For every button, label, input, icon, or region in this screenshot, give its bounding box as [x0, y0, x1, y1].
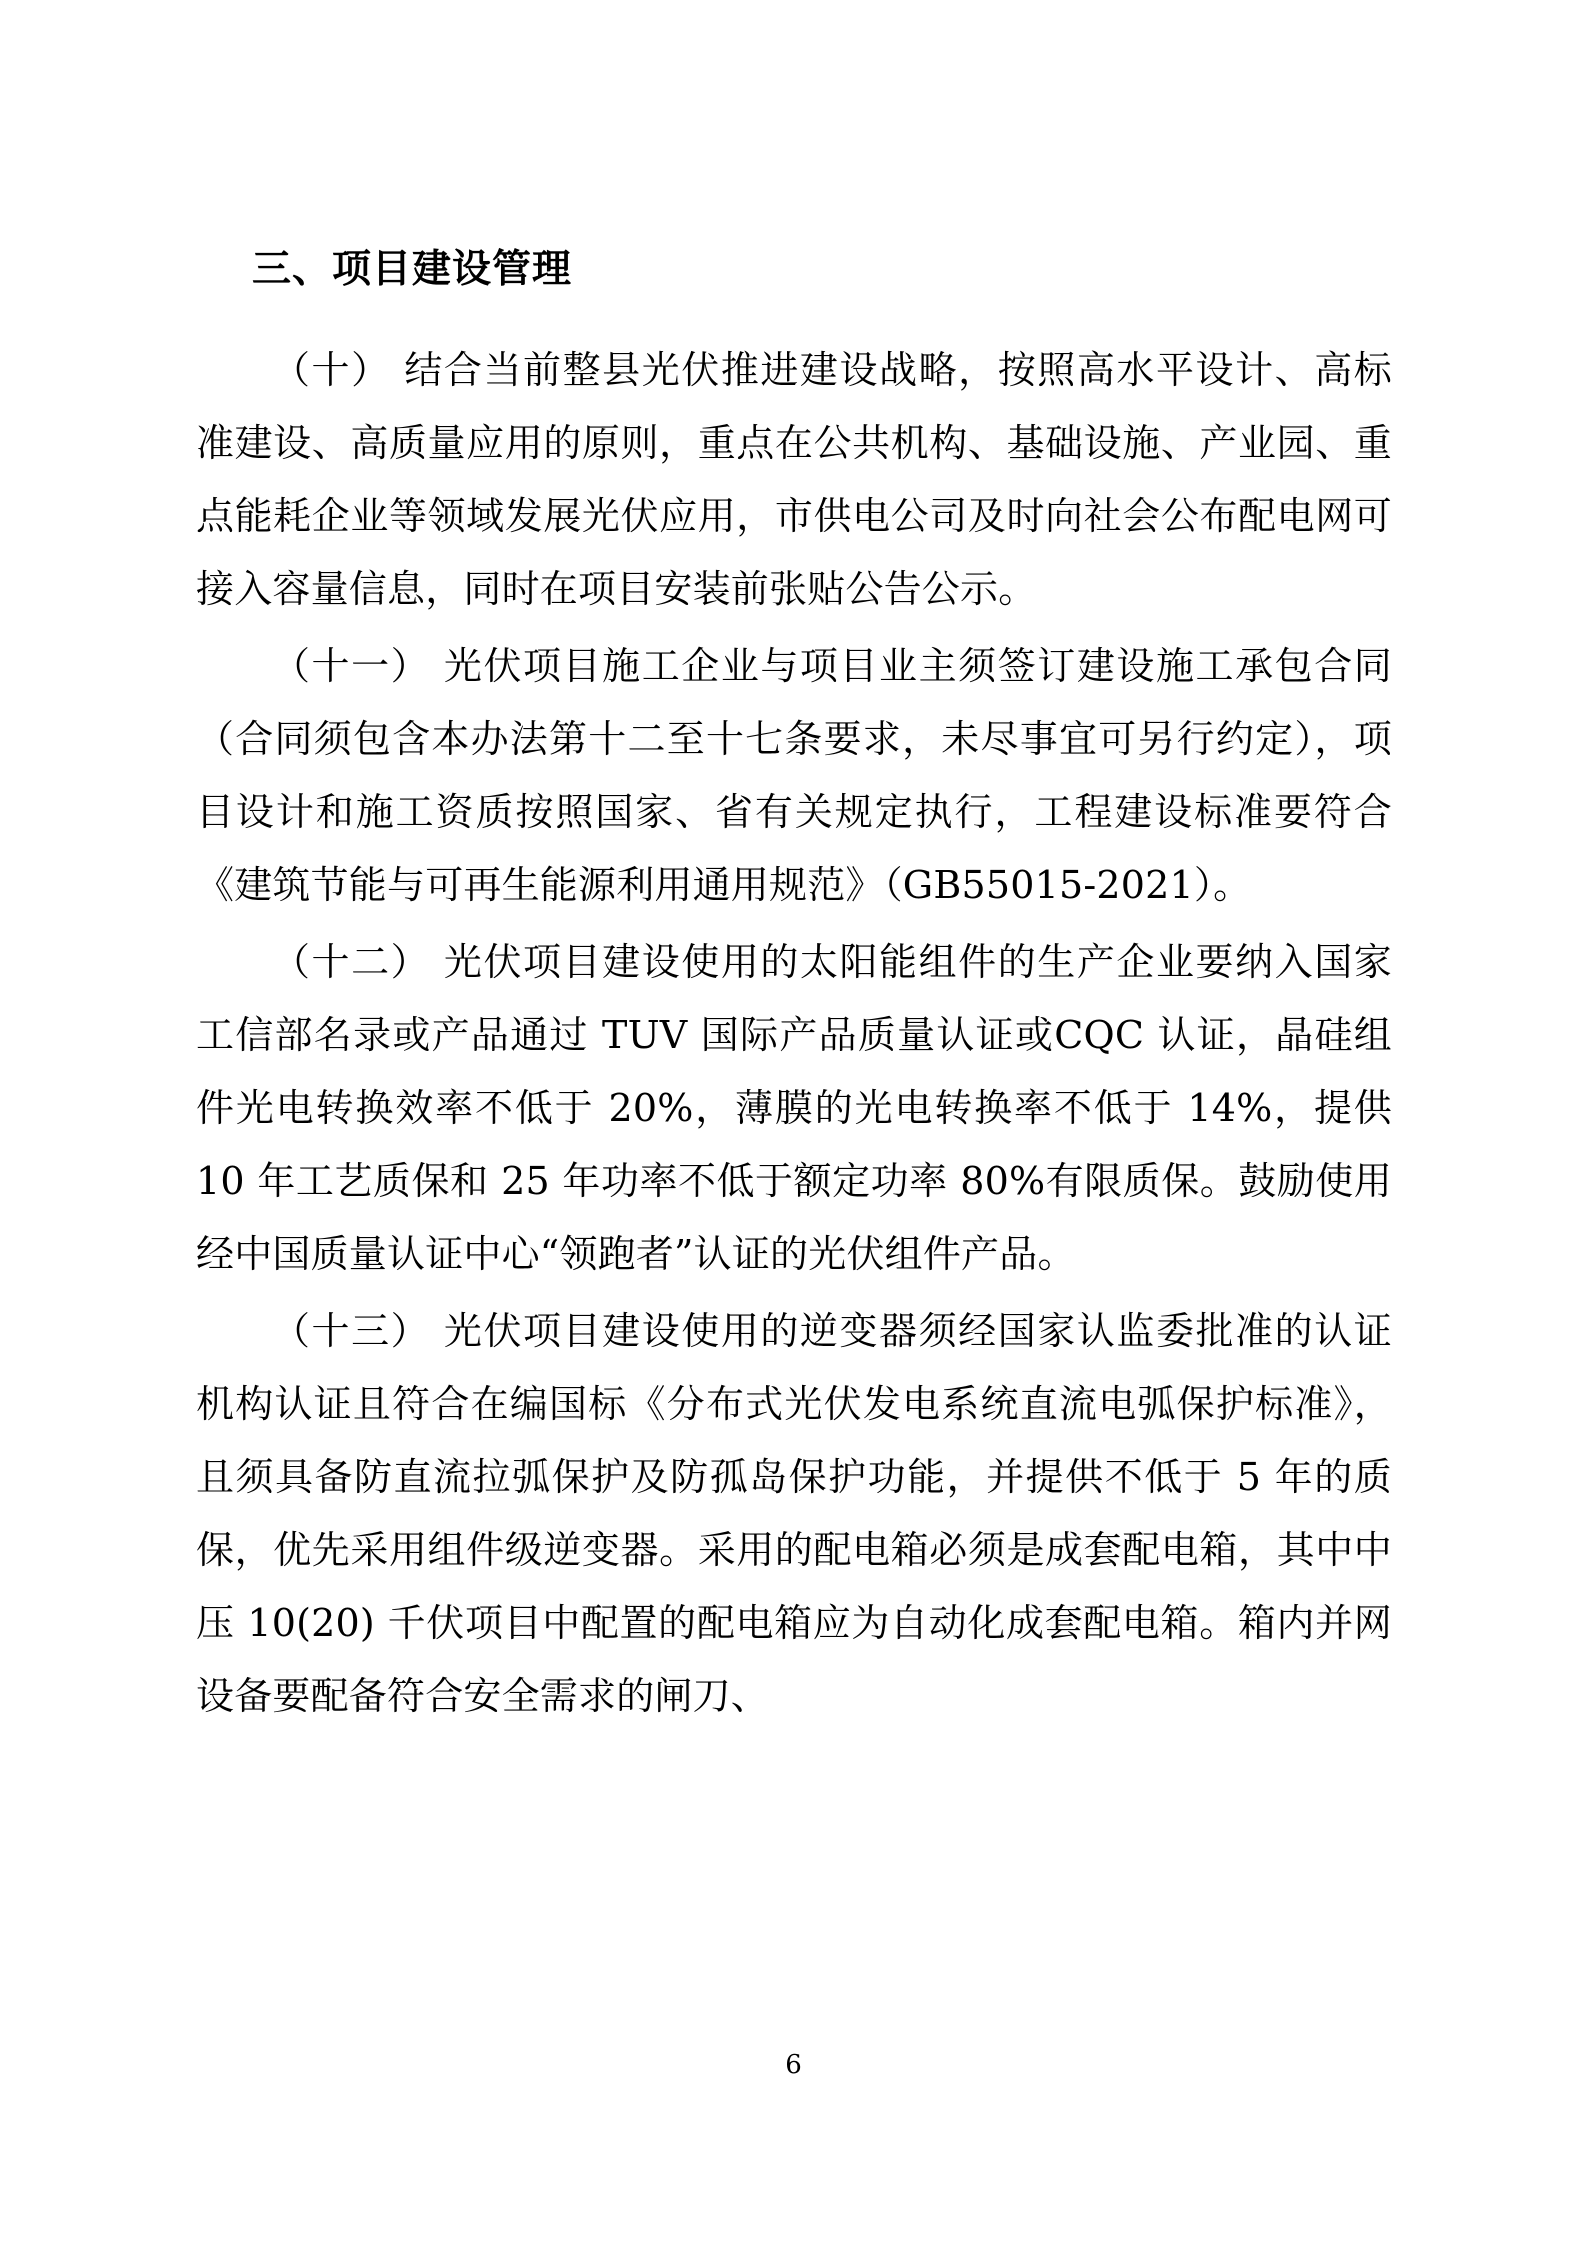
section-heading: 三、项目建设管理: [252, 247, 573, 292]
paragraph-11: （十一） 光伏项目施工企业与项目业主须签订建设施工承包合同（合同须包含本办法第十二至十七条要求，未尽事宜可另行约定），项目设计和施工资质按照国家、省有关规定执行，工程建设标准要符合《建筑节能与可再生能源利用通用规范》（GB55015-2021）。: [196, 643, 1392, 907]
paragraph-10: （十） 结合当前整县光伏推进建设战略，按照高水平设计、高标准建设、高质量应用的原则，重点在公共机构、基础设施、产业园、重点能耗企业等领域发展光伏应用，市供电公司及时向社会公布配电网可接入容量信息，同时在项目安装前张贴公告公示。: [196, 347, 1392, 611]
page-content: [196, 243, 1392, 1737]
paragraph-13: （十三） 光伏项目建设使用的逆变器须经国家认监委批准的认证机构认证且符合在编国标《分布式光伏发电系统直流电弧保护标准》，且须具备防直流拉弧保护及防孤岛保护功能，并提供不低于 5 年的质保，优先采用组件级逆变器。采用的配电箱必须是成套配电箱，其中中压 10(20) 千伏项目中配置的配电箱应为自动化成套配电箱。箱内并网设备要配备符合安全需求的闸刀、: [196, 1308, 1392, 1718]
paragraph-12: （十二） 光伏项目建设使用的太阳能组件的生产企业要纳入国家工信部名录或产品通过 TUV 国际产品质量认证或CQC 认证，晶硅组件光电转换效率不低于 20%，薄膜的光电转换率不低于 14%，提供 10 年工艺质保和 25 年功率不低于额定功率 80%有限质保。鼓励使用经中国质量认证中心“领跑者”认证的光伏组件产品。: [196, 939, 1392, 1276]
page-number: 6: [785, 2050, 802, 2080]
